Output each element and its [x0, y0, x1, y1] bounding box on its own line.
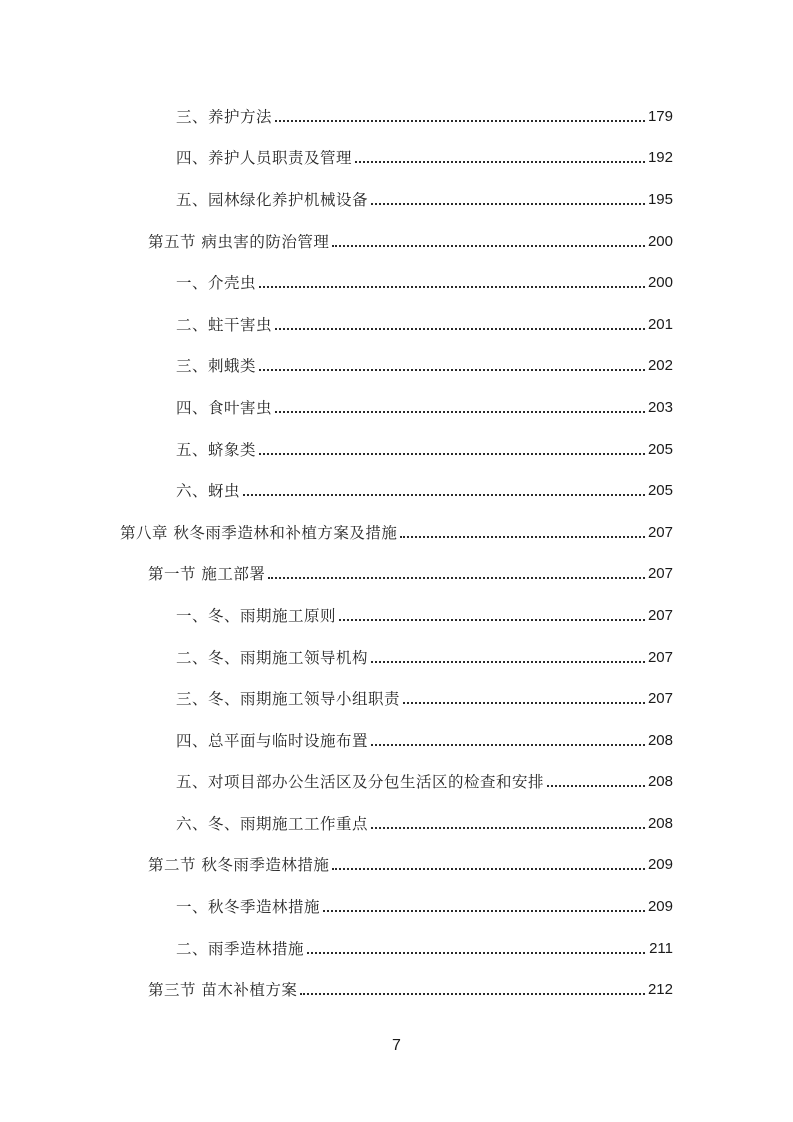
table-of-contents: [0, 96, 793, 1011]
toc-entry-page: 205: [647, 482, 673, 500]
toc-dot-leader: [371, 814, 645, 834]
toc-dot-leader: [275, 398, 645, 418]
toc-entry-page: 202: [647, 357, 673, 375]
toc-dot-leader: [259, 273, 645, 293]
toc-entry[interactable]: [0, 637, 793, 679]
toc-entry-page: 207: [647, 523, 673, 541]
toc-dot-leader: [275, 107, 645, 127]
toc-entry-page: 195: [647, 190, 673, 208]
toc-entry-title: 第一节 施工部署: [148, 565, 266, 584]
toc-dot-leader: [371, 648, 645, 668]
toc-entry-page: 203: [647, 398, 673, 416]
toc-entry-title: 二、蛀干害虫: [176, 315, 273, 334]
toc-entry[interactable]: [0, 429, 793, 471]
toc-entry-page: 207: [647, 606, 673, 624]
toc-section-entry[interactable]: [0, 221, 793, 263]
toc-entry-title: 四、养护人员职责及管理: [176, 149, 353, 168]
toc-entry[interactable]: [0, 262, 793, 304]
toc-dot-leader: [243, 481, 645, 501]
toc-entry-title: 一、介壳虫: [176, 274, 257, 293]
toc-entry[interactable]: [0, 346, 793, 388]
toc-entry-page: 200: [647, 274, 673, 292]
toc-entry-page: 192: [647, 149, 673, 167]
toc-dot-leader: [300, 980, 645, 1000]
toc-entry-title: 第五节 病虫害的防治管理: [148, 232, 330, 251]
toc-entry-title: 四、总平面与临时设施布置: [176, 731, 369, 750]
toc-dot-leader: [275, 315, 645, 335]
toc-entry-title: 五、蛴象类: [176, 440, 257, 459]
toc-entry[interactable]: [0, 179, 793, 221]
toc-entry-page: 207: [647, 565, 673, 583]
toc-entry[interactable]: [0, 928, 793, 970]
toc-entry-title: 二、雨季造林措施: [176, 939, 305, 958]
toc-entry-title: 二、冬、雨期施工领导机构: [176, 648, 369, 667]
toc-entry-title: 五、对项目部办公生活区及分包生活区的检查和安排: [176, 773, 545, 792]
toc-entry-page: 205: [647, 440, 673, 458]
toc-entry[interactable]: [0, 678, 793, 720]
toc-entry-page: 209: [647, 856, 673, 874]
toc-entry-page: 208: [647, 731, 673, 749]
toc-dot-leader: [259, 440, 645, 460]
toc-entry-title: 五、园林绿化养护机械设备: [176, 190, 369, 209]
toc-entry-page: 207: [647, 648, 673, 666]
toc-dot-leader: [332, 855, 645, 875]
toc-entry[interactable]: [0, 96, 793, 138]
toc-dot-leader: [403, 689, 645, 709]
toc-entry[interactable]: [0, 595, 793, 637]
toc-entry-title: 四、食叶害虫: [176, 398, 273, 417]
toc-entry-title: 一、秋冬季造林措施: [176, 898, 321, 917]
page-number: 7: [392, 1037, 401, 1054]
toc-section-entry[interactable]: [0, 554, 793, 596]
toc-entry-title: 三、刺蛾类: [176, 357, 257, 376]
toc-entry-page: 179: [647, 107, 673, 125]
toc-entry-title: 三、养护方法: [176, 107, 273, 126]
toc-dot-leader: [332, 232, 645, 252]
toc-entry[interactable]: [0, 803, 793, 845]
toc-dot-leader: [371, 731, 645, 751]
toc-entry-page: 208: [647, 814, 673, 832]
toc-dot-leader: [323, 897, 645, 917]
toc-entry[interactable]: [0, 470, 793, 512]
toc-entry-title: 六、蚜虫: [176, 482, 241, 501]
toc-dot-leader: [259, 356, 645, 376]
toc-entry[interactable]: [0, 762, 793, 804]
toc-dot-leader: [371, 190, 645, 210]
toc-entry-title: 三、冬、雨期施工领导小组职责: [176, 690, 401, 709]
toc-entry-page: 208: [647, 773, 673, 791]
toc-entry[interactable]: [0, 304, 793, 346]
toc-entry[interactable]: [0, 138, 793, 180]
toc-entry[interactable]: [0, 387, 793, 429]
toc-entry-page: 209: [647, 898, 673, 916]
toc-entry-page: 211: [649, 939, 673, 957]
toc-entry[interactable]: [0, 886, 793, 928]
toc-section-entry[interactable]: [0, 845, 793, 887]
toc-entry-page: 212: [647, 981, 673, 999]
toc-entry-title: 第八章 秋冬雨季造林和补植方案及措施: [120, 523, 398, 542]
toc-chapter-entry[interactable]: [0, 512, 793, 554]
toc-entry-title: 一、冬、雨期施工原则: [176, 606, 337, 625]
toc-entry[interactable]: [0, 720, 793, 762]
toc-dot-leader: [268, 564, 645, 584]
toc-dot-leader: [547, 772, 645, 792]
toc-section-entry[interactable]: [0, 969, 793, 1011]
toc-dot-leader: [307, 939, 645, 959]
toc-entry-title: 六、冬、雨期施工工作重点: [176, 814, 369, 833]
toc-entry-title: 第二节 秋冬雨季造林措施: [148, 856, 330, 875]
toc-entry-page: 201: [647, 315, 673, 333]
toc-entry-page: 200: [647, 232, 673, 250]
toc-entry-title: 第三节 苗木补植方案: [148, 981, 298, 1000]
toc-entry-page: 207: [647, 690, 673, 708]
toc-dot-leader: [355, 148, 645, 168]
toc-dot-leader: [339, 606, 645, 626]
toc-dot-leader: [400, 523, 645, 543]
